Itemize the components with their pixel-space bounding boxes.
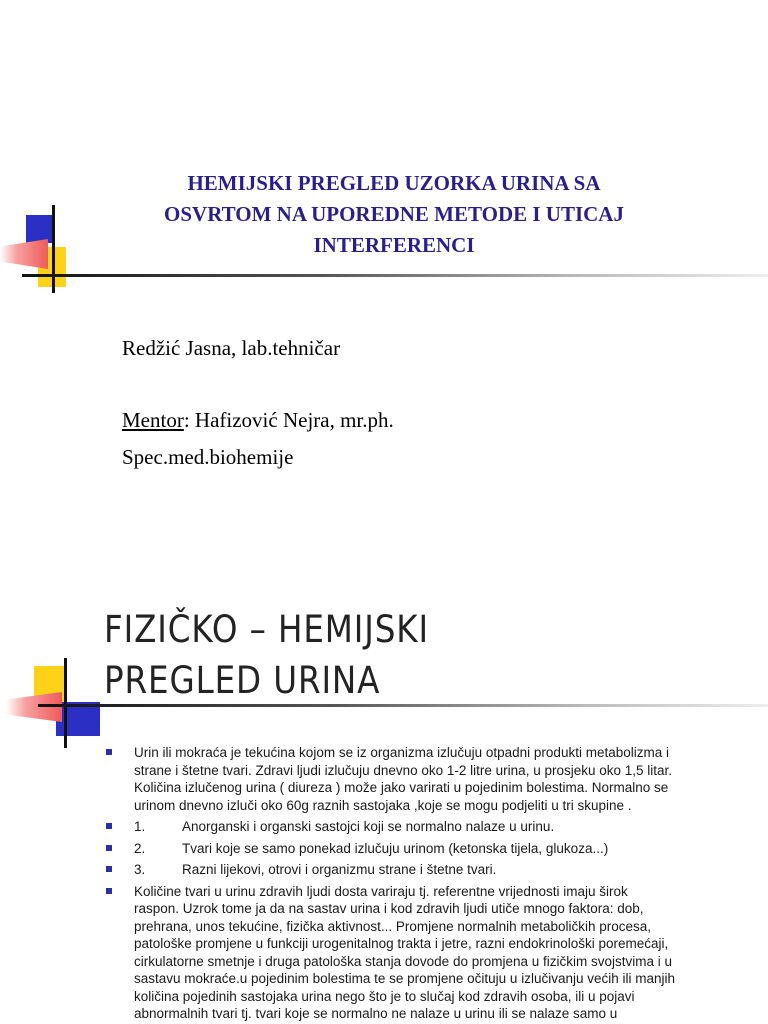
square-bullet-icon <box>106 749 112 755</box>
paragraph-line: patološke promjene u funkciji urogenitalnog trakta i jetre, razni endokrinološki poremećaji, <box>134 936 669 951</box>
square-bullet-icon <box>106 866 112 872</box>
item-number: 3. <box>134 862 146 877</box>
slide-heading <box>104 604 429 706</box>
item-text: Razni lijekovi, otrovi i organizmu strane i štetne tvari. <box>182 862 497 877</box>
paragraph-line: raspon. Uzrok tome ja da na sastav urina i kod zdravih ljudi utiče mnogo faktora: dob, <box>134 901 644 916</box>
mentor-label: Mentor <box>122 408 184 432</box>
deco-vertical-line <box>52 205 55 293</box>
paragraph-line: prehrana, unos tekućine, fizička aktivnost... Promjene normalnih metaboličkih procesa, <box>134 918 652 934</box>
slide-content <box>0 560 768 1024</box>
square-bullet-icon <box>106 845 112 851</box>
paragraph-line: cirkulatorne smetnje i druga patološka stanja dovode do promjena u fizičkim svojstvima i u <box>134 953 673 969</box>
title-line: HEMIJSKI PREGLED UZORKA URINA SA <box>187 171 601 195</box>
author-line: Redžić Jasna, lab.tehničar <box>122 336 341 360</box>
mentor-line <box>122 408 394 433</box>
list-item <box>106 861 768 879</box>
square-bullet-icon <box>106 823 112 829</box>
deco-blue-square <box>26 215 52 243</box>
heading-line: FIZIČKO – HEMIJSKI <box>104 608 429 651</box>
paragraph-line: abnormalnih tvari tj. tvari koje se normalno ne nalaze u urinu ili se nalaze samo u <box>134 1006 618 1021</box>
paragraph-line: sastavu mokraće.u pojedinim bolestima te se promjene očituju u izlučivanju većih ili manjih <box>134 971 676 986</box>
deco-red-wedge <box>6 692 62 722</box>
deco-red-wedge <box>0 239 48 269</box>
title-divider <box>22 274 768 277</box>
paragraph-line: Količine tvari u urinu zdravih ljudi dosta variraju tj. referentne vrijednosti imaju širok <box>134 883 628 899</box>
square-bullet-icon <box>106 888 112 894</box>
item-text: Tvari koje se samo ponekad izlučuju urinom (ketonska tijela, glukoza...) <box>182 840 609 856</box>
title-line: OSVRTOM NA UPOREDNE METODE I UTICAJ <box>164 202 624 226</box>
item-number: 1. <box>134 819 146 834</box>
paragraph-line: Količina izlučenog urina ( diureza ) može jako varirati u pojedinim bolestima. Normalno se <box>134 780 669 795</box>
presentation-title <box>110 168 678 261</box>
list-item <box>106 840 768 858</box>
mentor-name: : Hafizović Nejra, mr.ph. <box>183 408 394 432</box>
title-line: INTERFERENCI <box>313 233 475 257</box>
corner-decoration <box>0 205 80 295</box>
list-item <box>106 883 768 1023</box>
list-item <box>106 744 768 814</box>
item-number: 2. <box>134 840 146 856</box>
mentor-specialization: Spec.med.biohemije <box>122 445 294 469</box>
paragraph-line: strane i štetne tvari. Zdravi ljudi izlučuju dnevno oko 1-2 litre urina, u prosjeku oko 1,5 litar. <box>134 762 673 778</box>
list-item <box>106 818 768 836</box>
deco-blue-square <box>56 702 100 736</box>
bullet-list <box>106 744 768 1024</box>
item-text: Anorganski i organski sastojci koji se normalno nalaze u urinu. <box>182 819 555 834</box>
paragraph-line: količina pojedinih sastojaka urina nego što je to slučaj kod zdravih osoba, ili u pojavi <box>134 988 635 1004</box>
heading-line: PREGLED URINA <box>104 659 381 702</box>
paragraph-line: Urin ili mokraća je tekućina kojom se iz organizma izlučuju otpadni produkti metabolizma i <box>134 745 669 760</box>
deco-vertical-line <box>64 658 67 748</box>
paragraph-line: urinom dnevno izluči oko 60g raznih sastojaka ,koje se mogu podjeliti u tri skupine . <box>134 797 632 813</box>
